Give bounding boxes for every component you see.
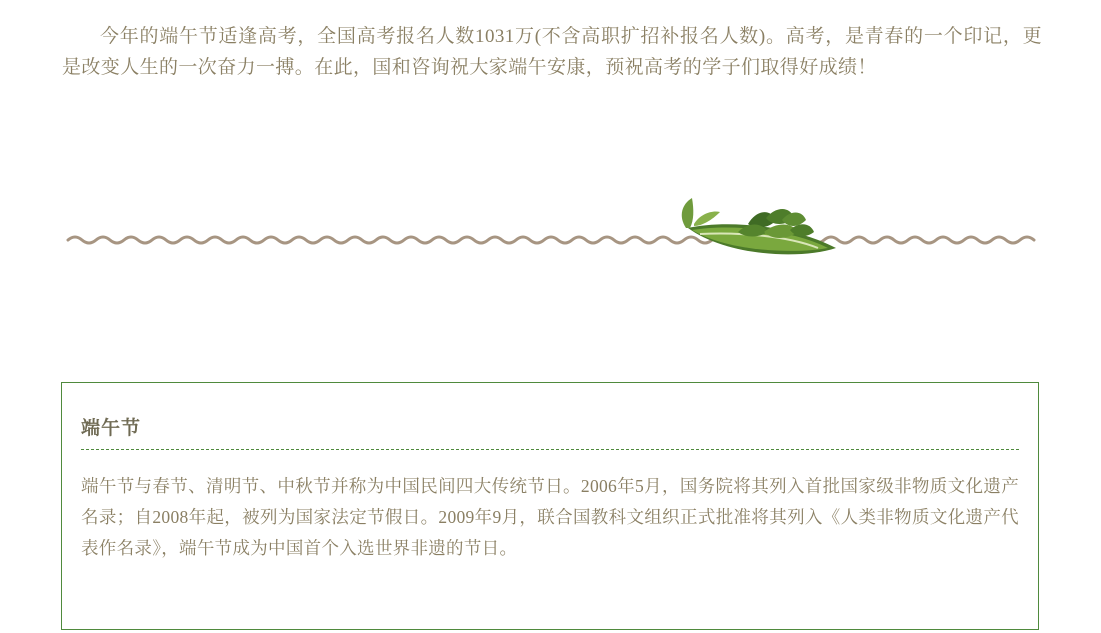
- intro-paragraph: 今年的端午节适逢高考，全国高考报名人数1031万(不含高职扩招补报名人数)。高考，是青春的一个印记，更是改变人生的一次奋力一搏。在此，国和咨询祝大家端午安康，预祝高考的学子们取得好成绩！: [62, 26, 1042, 78]
- infobox: [61, 382, 1039, 630]
- zongzi-dragon-boat-divider-icon: [0, 180, 1101, 290]
- infobox-body: 端午节与春节、清明节、中秋节并称为中国民间四大传统节日。2006年5月，国务院将其列入首批国家级非物质文化遗产名录；自2008年起，被列为国家法定节假日。2009年9月，联合国教科文组织正式批准将其列入《人类非物质文化遗产代表作名录》，端午节成为中国首个入选世界非遗的节日。: [81, 476, 1019, 558]
- infobox-divider: [81, 449, 1019, 450]
- infobox-title: 端午节: [81, 418, 142, 439]
